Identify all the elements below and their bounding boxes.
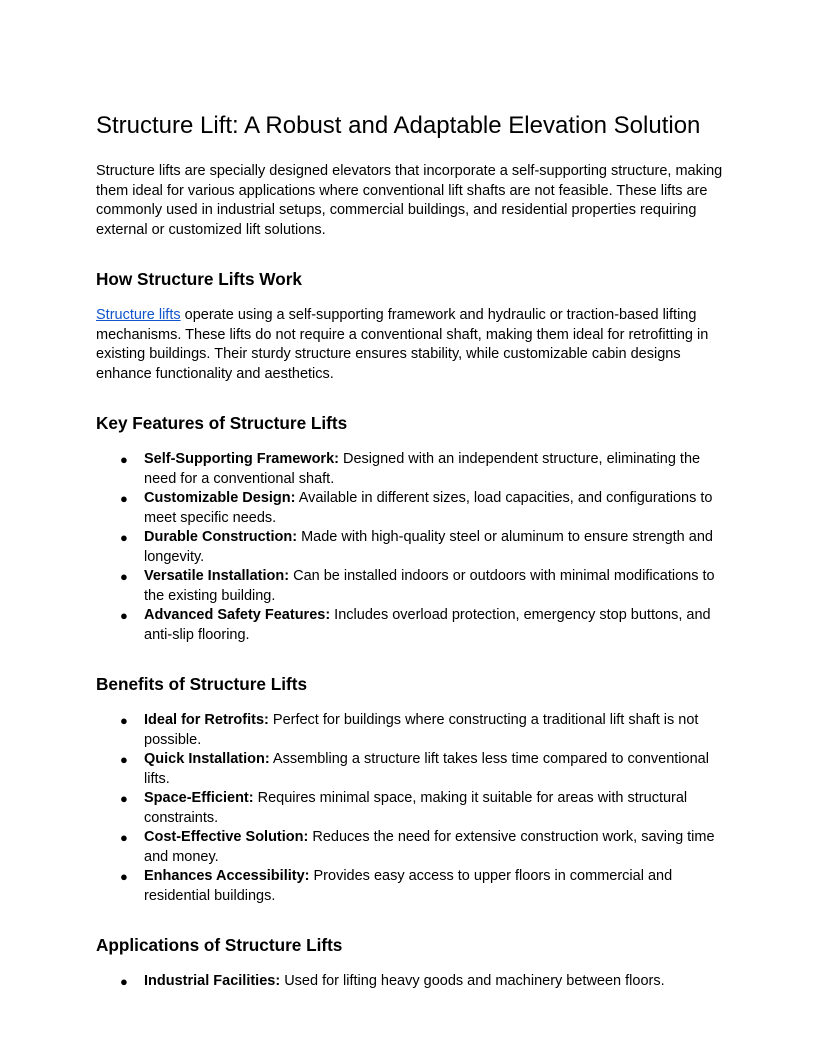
bullet-icon: ● [120,869,128,884]
list-item-text: Can be installed indoors or outdoors with minimal modifications to the existing building. [144,568,715,604]
list-item-label: Space-Efficient: [144,790,254,806]
document-page [96,110,724,992]
bullet-icon: ● [120,974,128,989]
section-heading-benefits: Benefits of Structure Lifts [96,674,308,694]
list-item-label: Ideal for Retrofits: [144,712,269,728]
list-item-label: Durable Construction: [144,529,298,545]
document-title: Structure Lift: A Robust and Adaptable Elevation Solution [96,112,701,139]
list-item [96,606,724,645]
bullet-icon: ● [120,608,128,623]
list-item-text: Assembling a structure lift takes less time compared to conventional lifts. [144,751,709,787]
section-heading-key-features: Key Features of Structure Lifts [96,413,348,433]
how-it-works-text: operate using a self-supporting framework and hydraulic or traction-based lifting mechanisms. These lifts do not require a conventional shaft, making them ideal for retrofitting in existing buildings. Their sturdy structure ensures stability, while customizable cabin designs enhance functionality and aesthetics. [96,307,709,382]
structure-lifts-link[interactable]: Structure lifts [96,307,181,323]
list-item [96,489,724,528]
list-item [96,711,724,750]
how-it-works-paragraph [96,306,724,384]
list-item-text: Requires minimal space, making it suitable for areas with structural constraints. [144,790,688,826]
list-item-text: Includes overload protection, emergency stop buttons, and anti-slip flooring. [144,607,711,643]
list-item-text: Available in different sizes, load capacities, and configurations to meet specific needs. [144,490,713,526]
list-item-text: Made with high-quality steel or aluminum to ensure strength and longevity. [144,529,713,565]
list-item [96,567,724,606]
list-item-label: Cost-Effective Solution: [144,829,309,845]
list-item-text: Provides easy access to upper floors in commercial and residential buildings. [144,868,673,904]
list-item-text: Perfect for buildings where constructing a traditional lift shaft is not possible. [144,712,699,748]
list-item-label: Enhances Accessibility: [144,868,310,884]
list-item-label: Customizable Design: [144,490,296,506]
list-item-label: Industrial Facilities: [144,973,281,989]
list-item-text: Reduces the need for extensive construction work, saving time and money. [144,829,715,865]
bullet-icon: ● [120,752,128,767]
list-item-text: Designed with an independent structure, eliminating the need for a conventional shaft. [144,451,701,487]
section-heading-applications: Applications of Structure Lifts [96,935,343,955]
bullet-icon: ● [120,713,128,728]
list-item [96,528,724,567]
bullet-icon: ● [120,452,128,467]
intro-paragraph: Structure lifts are specially designed elevators that incorporate a self-supporting structure, making them ideal for various applications where conventional lift shafts are not feasible. These lifts are commonly used in industrial setups, commercial buildings, and residential properties requiring external or customized lift solutions. [96,163,723,238]
list-item-label: Self-Supporting Framework: [144,451,339,467]
list-item-label: Advanced Safety Features: [144,607,331,623]
bullet-icon: ● [120,491,128,506]
applications-list [96,972,724,992]
features-list [96,450,724,645]
bullet-icon: ● [120,830,128,845]
list-item-label: Quick Installation: [144,751,270,767]
bullet-icon: ● [120,791,128,806]
list-item [96,972,724,992]
list-item [96,750,724,789]
section-heading-how-it-works: How Structure Lifts Work [96,269,302,289]
list-item-text: Used for lifting heavy goods and machinery between floors. [280,973,665,989]
bullet-icon: ● [120,569,128,584]
list-item [96,828,724,867]
bullet-icon: ● [120,530,128,545]
benefits-list [96,711,724,906]
list-item-label: Versatile Installation: [144,568,290,584]
list-item [96,789,724,828]
list-item [96,867,724,906]
list-item [96,450,724,489]
